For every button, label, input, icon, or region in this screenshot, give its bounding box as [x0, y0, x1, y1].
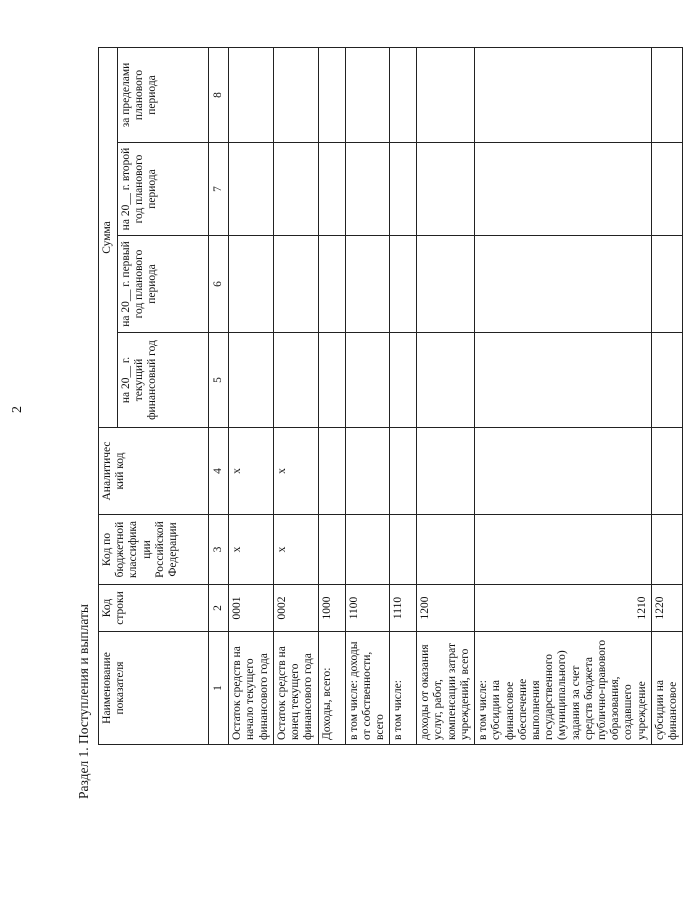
row-analytic-code — [318, 428, 345, 515]
col-number: 8 — [209, 47, 229, 142]
row-budget-code — [390, 515, 417, 585]
row-sum-5 — [318, 333, 345, 428]
row-sum-5 — [390, 333, 417, 428]
row-sum-6 — [475, 236, 652, 333]
row-name: Доходы, всего: — [318, 632, 345, 745]
row-sum-7 — [475, 143, 652, 236]
row-code: 0002 — [273, 585, 318, 632]
row-sum-7 — [651, 143, 682, 236]
row-analytic-code — [651, 428, 682, 515]
header-second-plan-year: на 20__ г. второй год планового периода — [118, 143, 209, 236]
receipts-payments-table — [98, 47, 683, 745]
col-number: 5 — [209, 333, 229, 428]
row-analytic-code — [390, 428, 417, 515]
col-number: 4 — [209, 428, 229, 515]
row-code: 1210 — [475, 585, 652, 632]
col-number: 7 — [209, 143, 229, 236]
row-sum-7 — [345, 143, 390, 236]
row-budget-code — [475, 515, 652, 585]
row-sum-8 — [651, 47, 682, 142]
row-sum-8 — [345, 47, 390, 142]
row-name: в том числе: субсидии на финансовое обеспечение выполнения государственного (муниципального) задания за счет средств бюджета публично-правового образования, создавшего учреждение — [475, 632, 652, 745]
row-name: в том числе: — [390, 632, 417, 745]
row-analytic-code — [345, 428, 390, 515]
table-row — [345, 47, 390, 744]
row-budget-code — [318, 515, 345, 585]
row-code: 1220 — [651, 585, 682, 632]
row-sum-6 — [229, 236, 274, 333]
header-name: Наименование показателя — [99, 632, 209, 745]
column-number-row — [209, 47, 229, 744]
row-sum-7 — [390, 143, 417, 236]
row-sum-5 — [417, 333, 475, 428]
row-sum-6 — [273, 236, 318, 333]
row-sum-7 — [229, 143, 274, 236]
row-sum-5 — [475, 333, 652, 428]
header-sum: Сумма — [99, 47, 118, 427]
table-row — [651, 47, 682, 744]
header-analytic-code: Аналитичес кий код — [99, 428, 209, 515]
row-name: Остаток средств на конец текущего финансового года — [273, 632, 318, 745]
row-name: в том числе: доходы от собственности, всего — [345, 632, 390, 745]
row-budget-code: x — [229, 515, 274, 585]
header-current-year: на 20__ г. текущий финансовый год — [118, 333, 209, 428]
row-sum-8 — [229, 47, 274, 142]
header-code: Код строки — [99, 585, 209, 632]
row-budget-code — [651, 515, 682, 585]
row-sum-8 — [273, 47, 318, 142]
row-sum-8 — [318, 47, 345, 142]
row-budget-code: x — [273, 515, 318, 585]
row-sum-6 — [390, 236, 417, 333]
table-row — [475, 47, 652, 744]
row-analytic-code: x — [273, 428, 318, 515]
row-code: 1100 — [345, 585, 390, 632]
col-number: 6 — [209, 236, 229, 333]
row-sum-5 — [651, 333, 682, 428]
row-sum-7 — [417, 143, 475, 236]
row-sum-8 — [417, 47, 475, 142]
row-name: доходы от оказания услуг, работ, компенсации затрат учреждений, всего — [417, 632, 475, 745]
row-budget-code — [345, 515, 390, 585]
row-sum-8 — [390, 47, 417, 142]
row-budget-code — [417, 515, 475, 585]
table-row — [417, 47, 475, 744]
header-row — [99, 47, 118, 744]
row-code: 0001 — [229, 585, 274, 632]
col-number: 3 — [209, 515, 229, 585]
section-title: Раздел 1. Поступления и выплаты — [76, 604, 91, 799]
row-sum-6 — [417, 236, 475, 333]
row-code: 1200 — [417, 585, 475, 632]
row-code: 1110 — [390, 585, 417, 632]
row-analytic-code — [417, 428, 475, 515]
col-number: 2 — [209, 585, 229, 632]
header-beyond-plan: за пределами планового периода — [118, 47, 209, 142]
row-sum-7 — [318, 143, 345, 236]
row-sum-6 — [345, 236, 390, 333]
row-sum-8 — [475, 47, 652, 142]
table-row — [318, 47, 345, 744]
row-name: Остаток средств на начало текущего финансового года — [229, 632, 274, 745]
header-first-plan-year: на 20__ г. первый год планового периода — [118, 236, 209, 333]
row-sum-5 — [229, 333, 274, 428]
header-budget-code: Код по бюджетной классифика ции Российской Федерации — [99, 515, 209, 585]
table-row — [390, 47, 417, 744]
col-number: 1 — [209, 632, 229, 745]
row-name: субсидии на финансовое — [651, 632, 682, 745]
row-sum-6 — [318, 236, 345, 333]
table-row — [229, 47, 274, 744]
row-sum-5 — [345, 333, 390, 428]
row-analytic-code: x — [229, 428, 274, 515]
row-sum-6 — [651, 236, 682, 333]
table-row — [273, 47, 318, 744]
row-code: 1000 — [318, 585, 345, 632]
row-analytic-code — [475, 428, 652, 515]
page-number: 2 — [10, 406, 25, 413]
row-sum-5 — [273, 333, 318, 428]
row-sum-7 — [273, 143, 318, 236]
